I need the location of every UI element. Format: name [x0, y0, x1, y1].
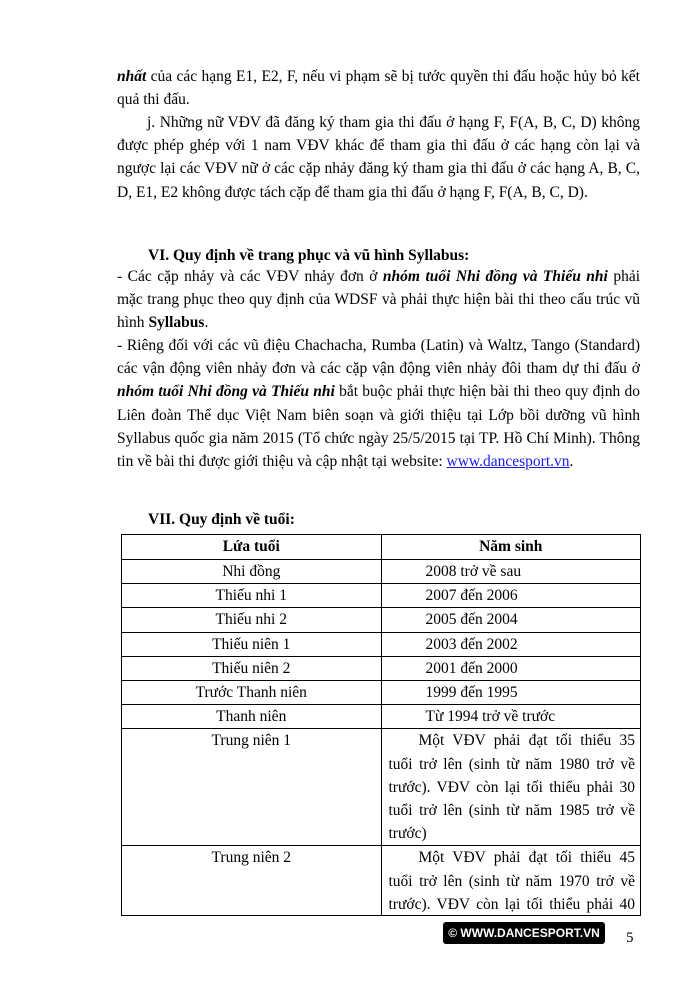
- header-age-group: Lứa tuổi: [122, 535, 382, 560]
- birth-year-cell: 2008 trở về sau: [381, 560, 641, 584]
- clipped-text: Một VĐV phải đạt tối thiểu 45 tuổi trở lên (sinh từ năm 1970 trở về trước). VĐV còn lại tối thiểu phải 40: [388, 849, 635, 913]
- text-span: bắt buộc phải thực hiện bài thi theo quy định do Liên đoàn Thể dục Việt Nam biên soạn và giới thiệu tại Lớp bồi dưỡng vũ hình Syllabus quốc gia năm 2015 (Tổ chức ngày 25/5/2015 tại TP. Hồ Chí Minh). Thông tin về bài thi được giới thiệu và cập nhật tại website:: [117, 383, 640, 471]
- watermark-badge: © WWW.DANCESPORT.VN: [443, 922, 605, 944]
- birth-year-cell-clipped: [381, 846, 641, 916]
- top-paragraph-rest: của các hạng E1, E2, F, nếu vi phạm sẽ bị tước quyền thi đấu hoặc hủy bỏ kết quả thi đấu.: [117, 68, 640, 109]
- birth-year-cell: 2007 đến 2006: [381, 584, 641, 608]
- birth-year-cell: 2005 đến 2004: [381, 608, 641, 632]
- table-row: [122, 846, 641, 916]
- table-row: [122, 729, 641, 846]
- section-vi-paragraph-2: [117, 334, 640, 473]
- paragraph-j: j. Những nữ VĐV đã đăng ký tham gia thi đấu ở hạng F, F(A, B, C, D) không được phép ghép với 1 nam VĐV khác để tham gia thi đấu ở các hạng còn lại và ngược lại các VĐV nữ ở các cặp nhảy đăng ký tham gia thi đấu ở các hạng A, B, C, D, E1, E2 không được tách cặp để tham gia thi đấu ở hạng F, F(A, B, C, D).: [117, 114, 640, 201]
- age-table: [121, 534, 641, 916]
- birth-year-cell: Từ 1994 trở về trước: [381, 705, 641, 729]
- bold-span: Syllabus: [148, 314, 205, 332]
- age-group-cell: Trước Thanh niên: [122, 681, 382, 705]
- table-row: [122, 584, 641, 608]
- table-row: [122, 608, 641, 632]
- text-span: phải mặc trang phục theo quy định của WDSF và phải thực hiện bài thi theo cấu trúc vũ hình: [117, 268, 641, 332]
- age-group-cell: Trung niên 1: [122, 729, 382, 846]
- birth-year-cell: 1999 đến 1995: [381, 681, 641, 705]
- age-group-cell: Trung niên 2: [122, 846, 382, 916]
- text-span: .: [204, 314, 209, 332]
- bold-italic-span: nhóm tuổi Nhi đồng và Thiếu nhi: [117, 383, 335, 401]
- bold-italic-span: nhóm tuổi Nhi đồng và Thiếu nhi: [382, 268, 608, 285]
- lead-bold-italic: nhất: [117, 68, 147, 85]
- table-row: [122, 560, 641, 584]
- section-vii-heading: VII. Quy định về tuổi:: [148, 511, 295, 528]
- top-paragraph: [117, 65, 640, 111]
- table-row: [122, 656, 641, 680]
- age-group-cell: Thiếu nhi 1: [122, 584, 382, 608]
- section-vi-paragraph-1: [117, 265, 640, 335]
- age-group-cell: Thiếu niên 2: [122, 656, 382, 680]
- age-group-cell: Thiếu niên 1: [122, 632, 382, 656]
- text-span: .: [569, 453, 574, 471]
- table-row: [122, 681, 641, 705]
- table-row: [122, 705, 641, 729]
- birth-year-cell: 2003 đến 2002: [381, 632, 641, 656]
- header-birth-year: Năm sinh: [381, 535, 641, 560]
- page-number: 5: [626, 930, 634, 946]
- table-header-row: [122, 535, 641, 560]
- age-group-cell: Thiếu nhi 2: [122, 608, 382, 632]
- section-vi-heading: VI. Quy định về trang phục và vũ hình Syllabus:: [148, 247, 470, 264]
- text-span: - Riêng đối với các vũ điệu Chachacha, Rumba (Latin) và Waltz, Tango (Standard) các vận động viên nhảy đơn và các cặp vận động viên nhảy đôi tham dự thi đấu ở: [117, 337, 640, 378]
- text-span: - Các cặp nhảy và các VĐV nhảy đơn ở: [117, 268, 383, 285]
- age-group-cell: Nhi đồng: [122, 560, 382, 584]
- birth-year-cell: Một VĐV phải đạt tối thiểu 35 tuổi trở lên (sinh từ năm 1980 trở về trước). VĐV còn lại tối thiểu phải 30 tuổi trở lên (sinh từ năm 1985 trở về trước): [381, 729, 641, 846]
- table-row: [122, 632, 641, 656]
- age-group-cell: Thanh niên: [122, 705, 382, 729]
- birth-year-cell: 2001 đến 2000: [381, 656, 641, 680]
- website-link[interactable]: www.dancesport.vn: [446, 453, 570, 471]
